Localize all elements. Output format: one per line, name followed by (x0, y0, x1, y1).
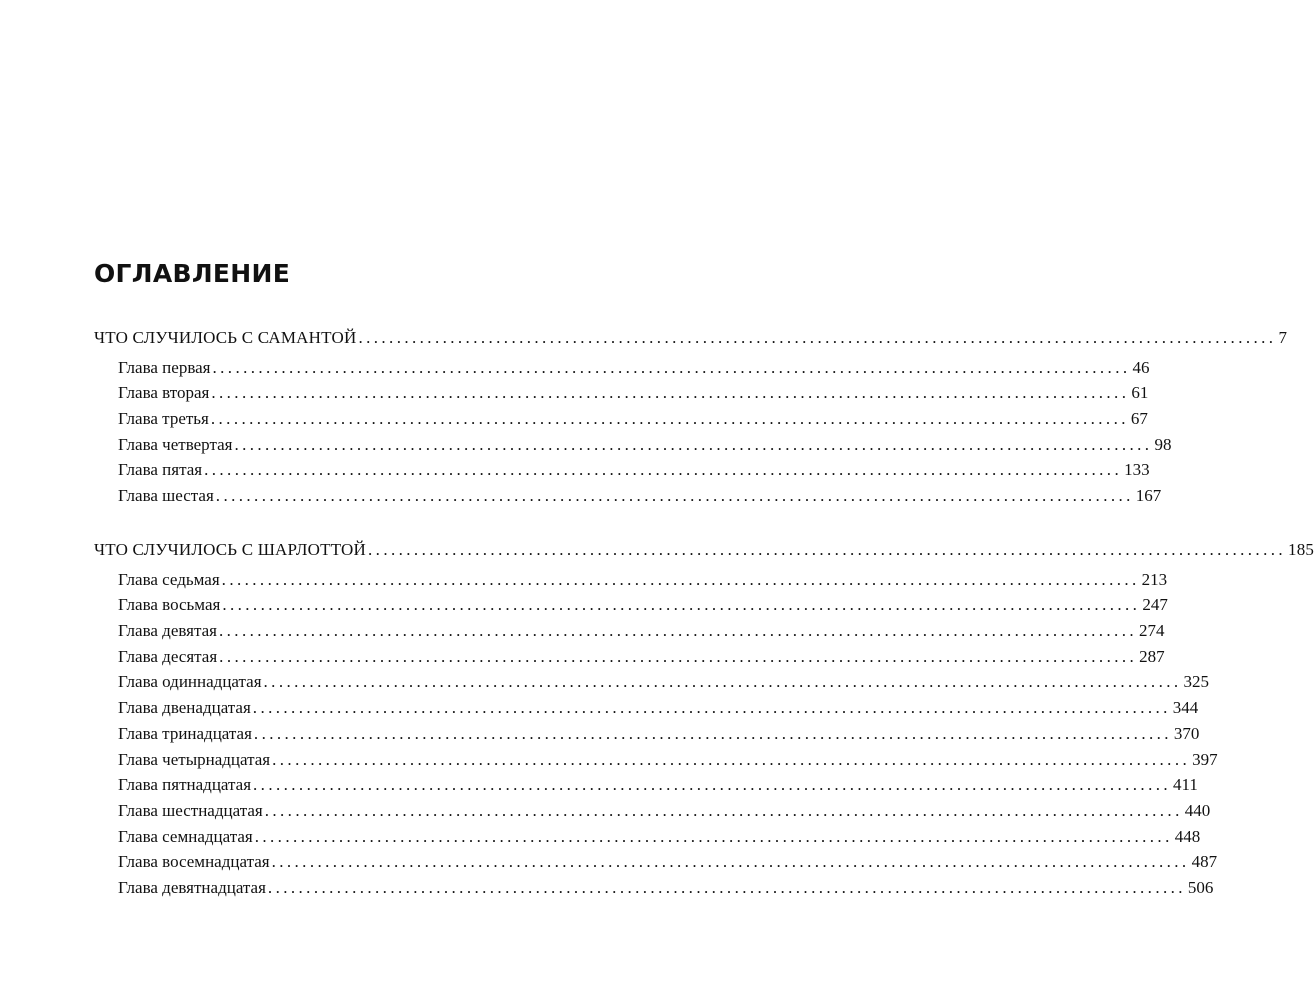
toc-part-title: ЧТО СЛУЧИЛОСЬ С ШАРЛОТТОЙ (94, 540, 367, 559)
toc-chapter-label: Глава шестнадцатая (118, 800, 263, 820)
toc-chapter-label: Глава пятнадцатая (118, 775, 252, 795)
dot-leader: ........................................................................................................................ (267, 877, 1186, 897)
toc-chapter-label: Глава девятая (118, 621, 217, 641)
dot-leader: ........................................................................................................................ (234, 434, 1153, 454)
toc-chapter-label: Глава восемнадцатая (118, 852, 270, 872)
toc-chapter-page: 325 (1183, 672, 1210, 692)
toc-chapter-label: Глава одиннадцатая (118, 672, 262, 692)
dot-leader: ........................................................................................................................ (271, 852, 1190, 872)
toc-part-entry[interactable] (94, 537, 1314, 563)
toc-chapter-entry[interactable] (94, 618, 1165, 644)
toc-chapter-page: 133 (1124, 460, 1150, 480)
toc-chapter-label: Глава семнадцатая (118, 826, 253, 846)
toc-chapter-page: 344 (1172, 698, 1199, 718)
toc-chapter-label: Глава первая (118, 357, 211, 377)
toc-chapter-page: 487 (1191, 852, 1218, 872)
toc-chapter-entry[interactable] (94, 567, 1168, 593)
dot-leader: ........................................................................................................................ (204, 460, 1123, 480)
dot-leader: ........................................................................................................................ (253, 723, 1172, 743)
page-title: ОГЛАВЛЕНИЕ (94, 259, 291, 288)
toc-chapter-label: Глава шестая (118, 486, 214, 506)
toc-chapter-entry[interactable] (94, 772, 1198, 798)
toc-chapter-entry[interactable] (94, 483, 1162, 509)
toc-chapter-entry[interactable] (94, 380, 1149, 406)
toc-chapter-entry[interactable] (94, 592, 1168, 618)
dot-leader: ........................................................................................................................ (264, 800, 1183, 820)
dot-leader: ........................................................................................................................ (368, 540, 1287, 559)
toc-chapter-page: 448 (1174, 826, 1201, 846)
dot-leader: ........................................................................................................................ (212, 357, 1131, 377)
toc-part-page: 7 (1278, 328, 1288, 347)
toc-part-entry[interactable] (94, 325, 1288, 351)
toc-chapter-page: 274 (1139, 621, 1165, 641)
dot-leader: ........................................................................................................................ (210, 409, 1129, 429)
toc-chapter-entry[interactable] (94, 721, 1200, 747)
toc-chapter-label: Глава двенадцатая (118, 698, 251, 718)
toc-chapter-page: 167 (1135, 486, 1162, 506)
toc-chapter-page: 98 (1154, 434, 1172, 454)
toc-chapter-page: 397 (1192, 749, 1218, 769)
toc-chapter-page: 506 (1187, 877, 1214, 897)
toc-chapter-label: Глава четырнадцатая (118, 749, 271, 769)
toc-chapter-label: Глава восьмая (118, 595, 221, 615)
toc-chapter-entry[interactable] (94, 875, 1214, 901)
toc-part-page: 185 (1288, 540, 1314, 559)
toc-chapter-label: Глава десятая (118, 646, 218, 666)
toc-chapter-label: Глава третья (118, 409, 209, 429)
toc-chapter-page: 247 (1142, 595, 1168, 615)
toc-chapter-entry[interactable] (94, 824, 1201, 850)
toc-chapter-label: Глава четвертая (118, 434, 233, 454)
toc-chapter-entry[interactable] (94, 798, 1211, 824)
toc-chapter-entry[interactable] (94, 457, 1150, 483)
dot-leader: ........................................................................................................................ (358, 328, 1277, 347)
toc-chapter-page: 370 (1173, 723, 1200, 743)
toc-chapter-entry[interactable] (94, 355, 1150, 381)
toc-chapter-page: 61 (1131, 383, 1149, 403)
dot-leader: ........................................................................................................................ (263, 672, 1182, 692)
toc-chapter-page: 440 (1184, 800, 1211, 820)
toc-chapter-label: Глава девятнадцатая (118, 877, 266, 897)
dot-leader: ........................................................................................................................ (215, 486, 1134, 506)
toc-chapter-page: 411 (1173, 775, 1198, 795)
toc-chapter-page: 287 (1139, 646, 1165, 666)
toc-section-charlotte (94, 537, 1314, 901)
dot-leader: ........................................................................................................................ (252, 698, 1171, 718)
toc-chapter-entry[interactable] (94, 849, 1218, 875)
toc-chapter-label: Глава пятая (118, 460, 203, 480)
toc-section-samantha (94, 325, 1288, 509)
toc-chapter-entry[interactable] (94, 695, 1199, 721)
toc-chapter-label: Глава тринадцатая (118, 723, 252, 743)
dot-leader: ........................................................................................................................ (222, 595, 1141, 615)
toc-chapter-page: 213 (1141, 569, 1168, 589)
dot-leader: ........................................................................................................................ (219, 646, 1138, 666)
toc-part-title: ЧТО СЛУЧИЛОСЬ С САМАНТОЙ (94, 328, 357, 347)
dot-leader: ........................................................................................................................ (253, 775, 1172, 795)
dot-leader: ........................................................................................................................ (254, 826, 1173, 846)
dot-leader: ........................................................................................................................ (272, 749, 1191, 769)
dot-leader: ........................................................................................................................ (221, 569, 1140, 589)
dot-leader: ........................................................................................................................ (219, 621, 1137, 641)
toc-chapter-entry[interactable] (94, 747, 1218, 773)
toc-chapter-entry[interactable] (94, 406, 1148, 432)
toc-chapter-entry[interactable] (94, 669, 1210, 695)
toc-chapter-label: Глава вторая (118, 383, 210, 403)
toc-chapter-entry[interactable] (94, 432, 1172, 458)
toc-chapter-page: 46 (1132, 357, 1150, 377)
dot-leader: ........................................................................................................................ (211, 383, 1130, 403)
toc-chapter-page: 67 (1130, 409, 1148, 429)
toc-chapter-label: Глава седьмая (118, 569, 220, 589)
toc-chapter-entry[interactable] (94, 644, 1165, 670)
